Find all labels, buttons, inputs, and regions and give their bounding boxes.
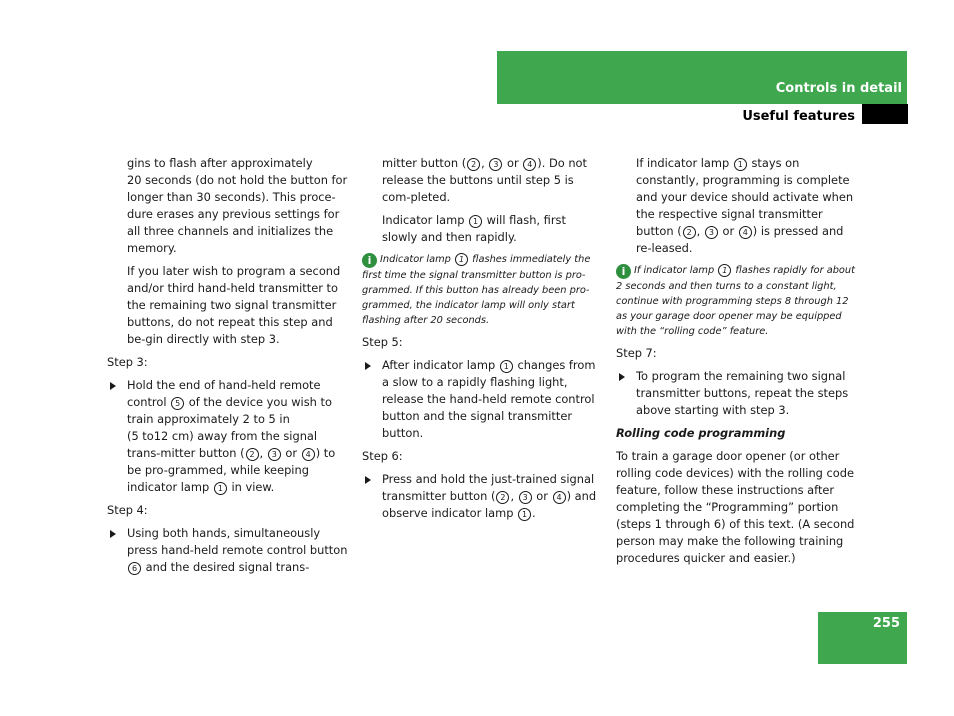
info-icon: i: [362, 253, 377, 268]
page-number: 255: [872, 616, 900, 631]
callout-number: 1: [718, 264, 731, 277]
step-heading: Step 7:: [616, 346, 657, 360]
paragraph: To train a garage door opener (or other rolling code devices) with the rolling code feature, follow these instructions after completing the “Programming” portion (steps 1 through 6) of this text. (A second person may make the following training procedures quicker and easier.): [616, 449, 855, 565]
callout-number: 1: [500, 360, 513, 373]
callout-number: 1: [518, 508, 531, 521]
callout-number: 1: [214, 482, 227, 495]
callout-number: 2: [683, 226, 696, 239]
callout-number: 4: [302, 448, 315, 461]
callout-number: 3: [268, 448, 281, 461]
step-heading: Step 3:: [107, 355, 148, 369]
list-item: Using both hands, simultaneously press hand-held remote control button 6 and the desired signal trans-: [107, 525, 349, 576]
list-item: To program the remaining two signal transmitter buttons, repeat the steps above starting with step 3.: [616, 368, 858, 419]
list-item: Hold the end of hand-held remote control 5 of the device you wish to train approximately 2 to 5 in (5 to12 cm) away from the signal trans-mitter button ( 2 , 3 or 4 ) to be pro-grammed, while keeping indicator lamp 1 in view.: [107, 377, 349, 496]
header-tab-marker: [862, 104, 908, 124]
callout-number: 2: [467, 158, 480, 171]
paragraph: Indicator lamp 1 will flash, first slowly and then rapidly.: [382, 213, 566, 244]
step-heading: Step 6:: [362, 449, 403, 463]
paragraph: gins to flash after approximately 20 seconds (do not hold the button for longer than 30 seconds). This proce-dure erases any previous settings for all three channels and initializes the memory.: [127, 156, 348, 255]
chapter-title: Controls in detail: [775, 81, 902, 96]
callout-number: 4: [523, 158, 536, 171]
callout-number: 1: [734, 158, 747, 171]
callout-number: 4: [553, 491, 566, 504]
callout-number: 1: [455, 253, 468, 266]
text-column-2: [362, 155, 602, 528]
callout-number: 3: [519, 491, 532, 504]
section-subtitle: Useful features: [742, 109, 855, 124]
callout-number: 5: [171, 397, 184, 410]
callout-number: 3: [489, 158, 502, 171]
step-heading: Step 4:: [107, 503, 148, 517]
info-icon: i: [616, 264, 631, 279]
paragraph: mitter button ( 2 , 3 or 4 ). Do not release the buttons until step 5 is com-pleted.: [382, 156, 587, 204]
paragraph: If you later wish to program a second and/or third hand-held transmitter to the remaining two signal transmitter buttons, do not repeat this step and be-gin directly with step 3.: [127, 264, 341, 346]
callout-number: 6: [128, 562, 141, 575]
paragraph: If indicator lamp 1 stays on constantly, programming is complete and your device should activate when the respective signal transmitter button ( 2 , 3 or 4 ) is pressed and re-leased.: [636, 156, 854, 255]
step-heading: Step 5:: [362, 335, 403, 349]
list-item: Press and hold the just-trained signal transmitter button ( 2 , 3 or 4 ) and observe indicator lamp 1 .: [362, 471, 602, 522]
callout-number: 4: [739, 226, 752, 239]
callout-number: 2: [246, 448, 259, 461]
callout-number: 2: [496, 491, 509, 504]
list-item: After indicator lamp 1 changes from a slow to a rapidly flashing light, release the hand-held remote control button and the signal transmitter button.: [362, 357, 602, 442]
callout-number: 3: [705, 226, 718, 239]
info-note: i Indicator lamp 1 flashes immediately the first time the signal transmitter button is pro-grammed. If this button has already been pro-grammed, the indicator lamp will only start flashing after 20 seconds.: [362, 254, 591, 326]
info-note: i If indicator lamp 1 flashes rapidly for about 2 seconds and then turns to a constant light, continue with programming steps 8 through 12 as your garage door opener may be equipped with the “rolling code” feature.: [616, 265, 855, 337]
text-column-3: [616, 155, 858, 573]
section-heading: Rolling code programming: [616, 426, 786, 440]
callout-number: 1: [469, 215, 482, 228]
text-column-1: [107, 155, 349, 582]
